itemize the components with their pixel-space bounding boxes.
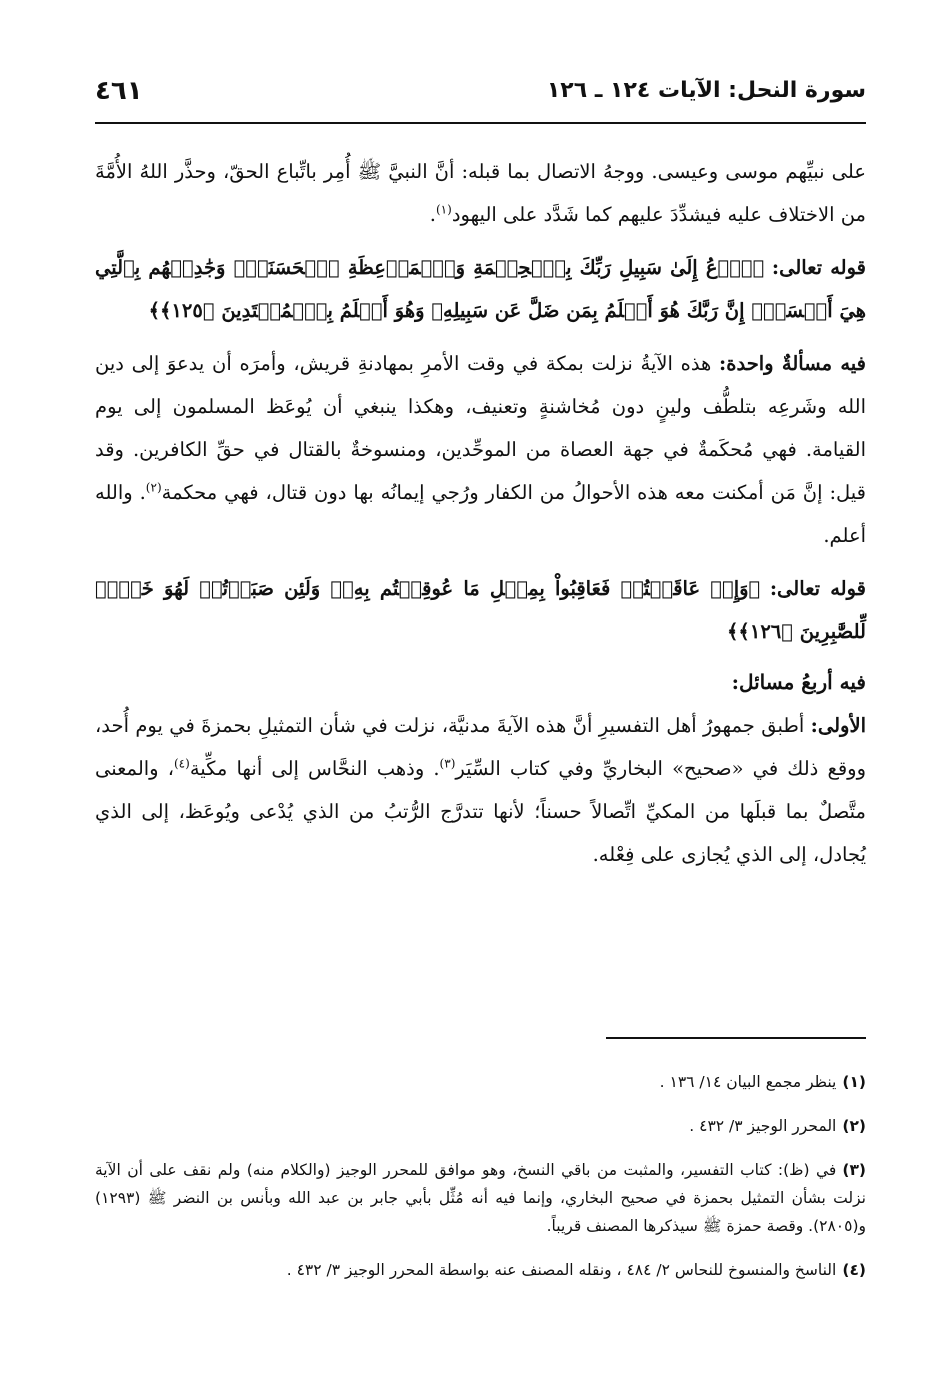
paragraph-single-issue: فيه مسألةٌ واحدة: هذه الآيةُ نزلت بمكة في وقت الأمرِ بمهادنةِ قريش، وأمرَه أن يدعوَ إلى دين الله وشَرعِه بتلطُّف ولينٍ دون مُخاشنةٍ وتعنيف، وهكذا ينبغي أن يُوعَظ المسلمون إلى يوم القيامة. فهي مُحكَمةٌ في جهة العصاة من الموحِّدين، ومنسوخةٌ بالقتال في حقِّ الكافرين. وقد قيل: إنَّ مَن أمكنت معه هذه الأحوالُ من الكفار ورُجي إيمانُه بها دون قتال، فهي محكمة$^{(٢)}$. والله أعلم. <box>95 352 866 547</box>
paragraph-first-issue: الأولى: أطبق جمهورُ أهل التفسيرِ أنَّ هذه الآيةَ مدنيَّة، نزلت في شأن التمثيلِ بحمزةَ في يوم أُحد، ووقع ذلك في «صحيح» البخاريِّ وفي كتاب السِّيَر$^{(٣)}$. وذهب النحَّاس إلى أنها مكِّية$^{(٤)}$، والمعنى متَّصلٌ بما قبلَها من المكيِّ اتِّصالاً حسناً؛ لأنها تتدرَّج الرُّتبُ من الذي يُدْعى ويُوعَظ، إلى الذي يُجادل، إلى الذي يُجازى على فِعْله. <box>95 714 866 866</box>
footnote-ref-2: (٢) <box>145 480 162 495</box>
page-number: ٤٦١ <box>95 76 143 106</box>
section-heading: فيه أربعُ مسائل: <box>731 670 866 694</box>
footnote: (٢)المحرر الوجيز ٣/ ٤٣٢ . <box>689 1117 866 1135</box>
verse-lead: قوله تعالى: <box>771 256 867 279</box>
footnote-ref-4: (٤) <box>173 756 190 771</box>
footnote: (٣)في (ظ): كتاب التفسير، والمثبت من باقي النسخ، وهو موافق للمحرر الوجيز (والكلام منه) ولم نقف على أن الآية نزلت بشأن التمثيل بحمزة في صحيح البخاري، وإنما فيه أنه مُثِّل بأبي جابر بن عبد الله وبأنس بن النضر ﷺ (١٢٩٣) و(٢٨٠٥). وقصة حمزة ﷺ سيذكرها المصنف قريباً. <box>95 1161 866 1235</box>
footnote-divider <box>606 1037 866 1039</box>
issue-lead: الأولى: <box>810 714 866 737</box>
main-text <box>95 150 866 876</box>
footnote: (٤)الناسخ والمنسوخ للنحاس ٢/ ٤٨٤ ، ونقله المصنف عنه بواسطة المحرر الوجيز ٣/ ٤٣٢ . <box>286 1261 866 1279</box>
page-header <box>95 74 866 124</box>
running-title: سورة النحل: الآيات ١٢٤ ـ ١٢٦ <box>546 78 866 103</box>
issue-lead: فيه مسألةٌ واحدة: <box>719 352 866 375</box>
verse-125-block <box>95 246 866 332</box>
verse-126-block <box>95 567 866 653</box>
paragraph-text: هذه الآيةُ نزلت بمكة في وقت الأمرِ بمهادنةِ قريش، وأمرَه أن يدعوَ إلى دين الله وشَرعِه بتلطُّف ولينٍ دون مُخاشنةٍ وتعنيف، وهكذا ينبغي أن يُوعَظ المسلمون إلى يوم القيامة. فهي مُحكَمةٌ في جهة العصاة من الموحِّدين، ومنسوخةٌ بالقتال في حقِّ الكافرين. وقد قيل: إنَّ مَن أمكنت معه هذه الأحوالُ من الكفار ورُجي إيمانُه بها دون قتال، فهي محكمة <box>95 352 866 504</box>
footnotes <box>95 1068 866 1300</box>
verse-lead: قوله تعالى: <box>769 577 867 600</box>
paragraph-text: على نبيِّهم موسى وعيسى. ووجهُ الاتصال بما قبله: أنَّ النبيَّ ﷺ أُمِر باتِّباع الحقّ، وحذَّر اللهُ الأُمَّةَ من الاختلاف عليه فيشدِّدَ عليهم كما شَدَّد على اليهود <box>95 160 866 226</box>
footnote-ref-3: (٣) <box>439 756 456 771</box>
footnote-ref-1: (١) <box>435 202 452 217</box>
footnote: (١)ينظر مجمع البيان ١٤/ ١٣٦ . <box>659 1073 866 1091</box>
quran-verse-125: ﴿ٱدۡعُ إِلَىٰ سَبِيلِ رَبِّكَ بِٱلۡحِكۡمَةِ وَٱلۡمَوۡعِظَةِ ٱلۡحَسَنَةِۖ وَجَٰدِلۡهُم بِٱلَّتِي هِيَ أَحۡسَنُۚ إِنَّ رَبَّكَ هُوَ أَعۡلَمُ بِمَن ضَلَّ عَن سَبِيلِهِۦ وَهُوَ أَعۡلَمُ بِٱلۡمُهۡتَدِينَ ﴿١٢٥﴾﴾ <box>95 256 866 322</box>
quran-verse-126: ﴿وَإِنۡ عَاقَبۡتُمۡ فَعَاقِبُواْ بِمِثۡلِ مَا عُوقِبۡتُم بِهِۦۖ وَلَئِن صَبَرۡتُمۡ لَهُوَ خَيۡرٞ لِّلصَّٰبِرِينَ ﴿١٢٦﴾﴾ <box>95 577 866 643</box>
paragraph-intro: على نبيِّهم موسى وعيسى. ووجهُ الاتصال بما قبله: أنَّ النبيَّ ﷺ أُمِر باتِّباع الحقّ، وحذَّر اللهُ الأُمَّةَ من الاختلاف عليه فيشدِّدَ عليهم كما شَدَّد على اليهود$^{(١)}$. <box>95 160 866 226</box>
